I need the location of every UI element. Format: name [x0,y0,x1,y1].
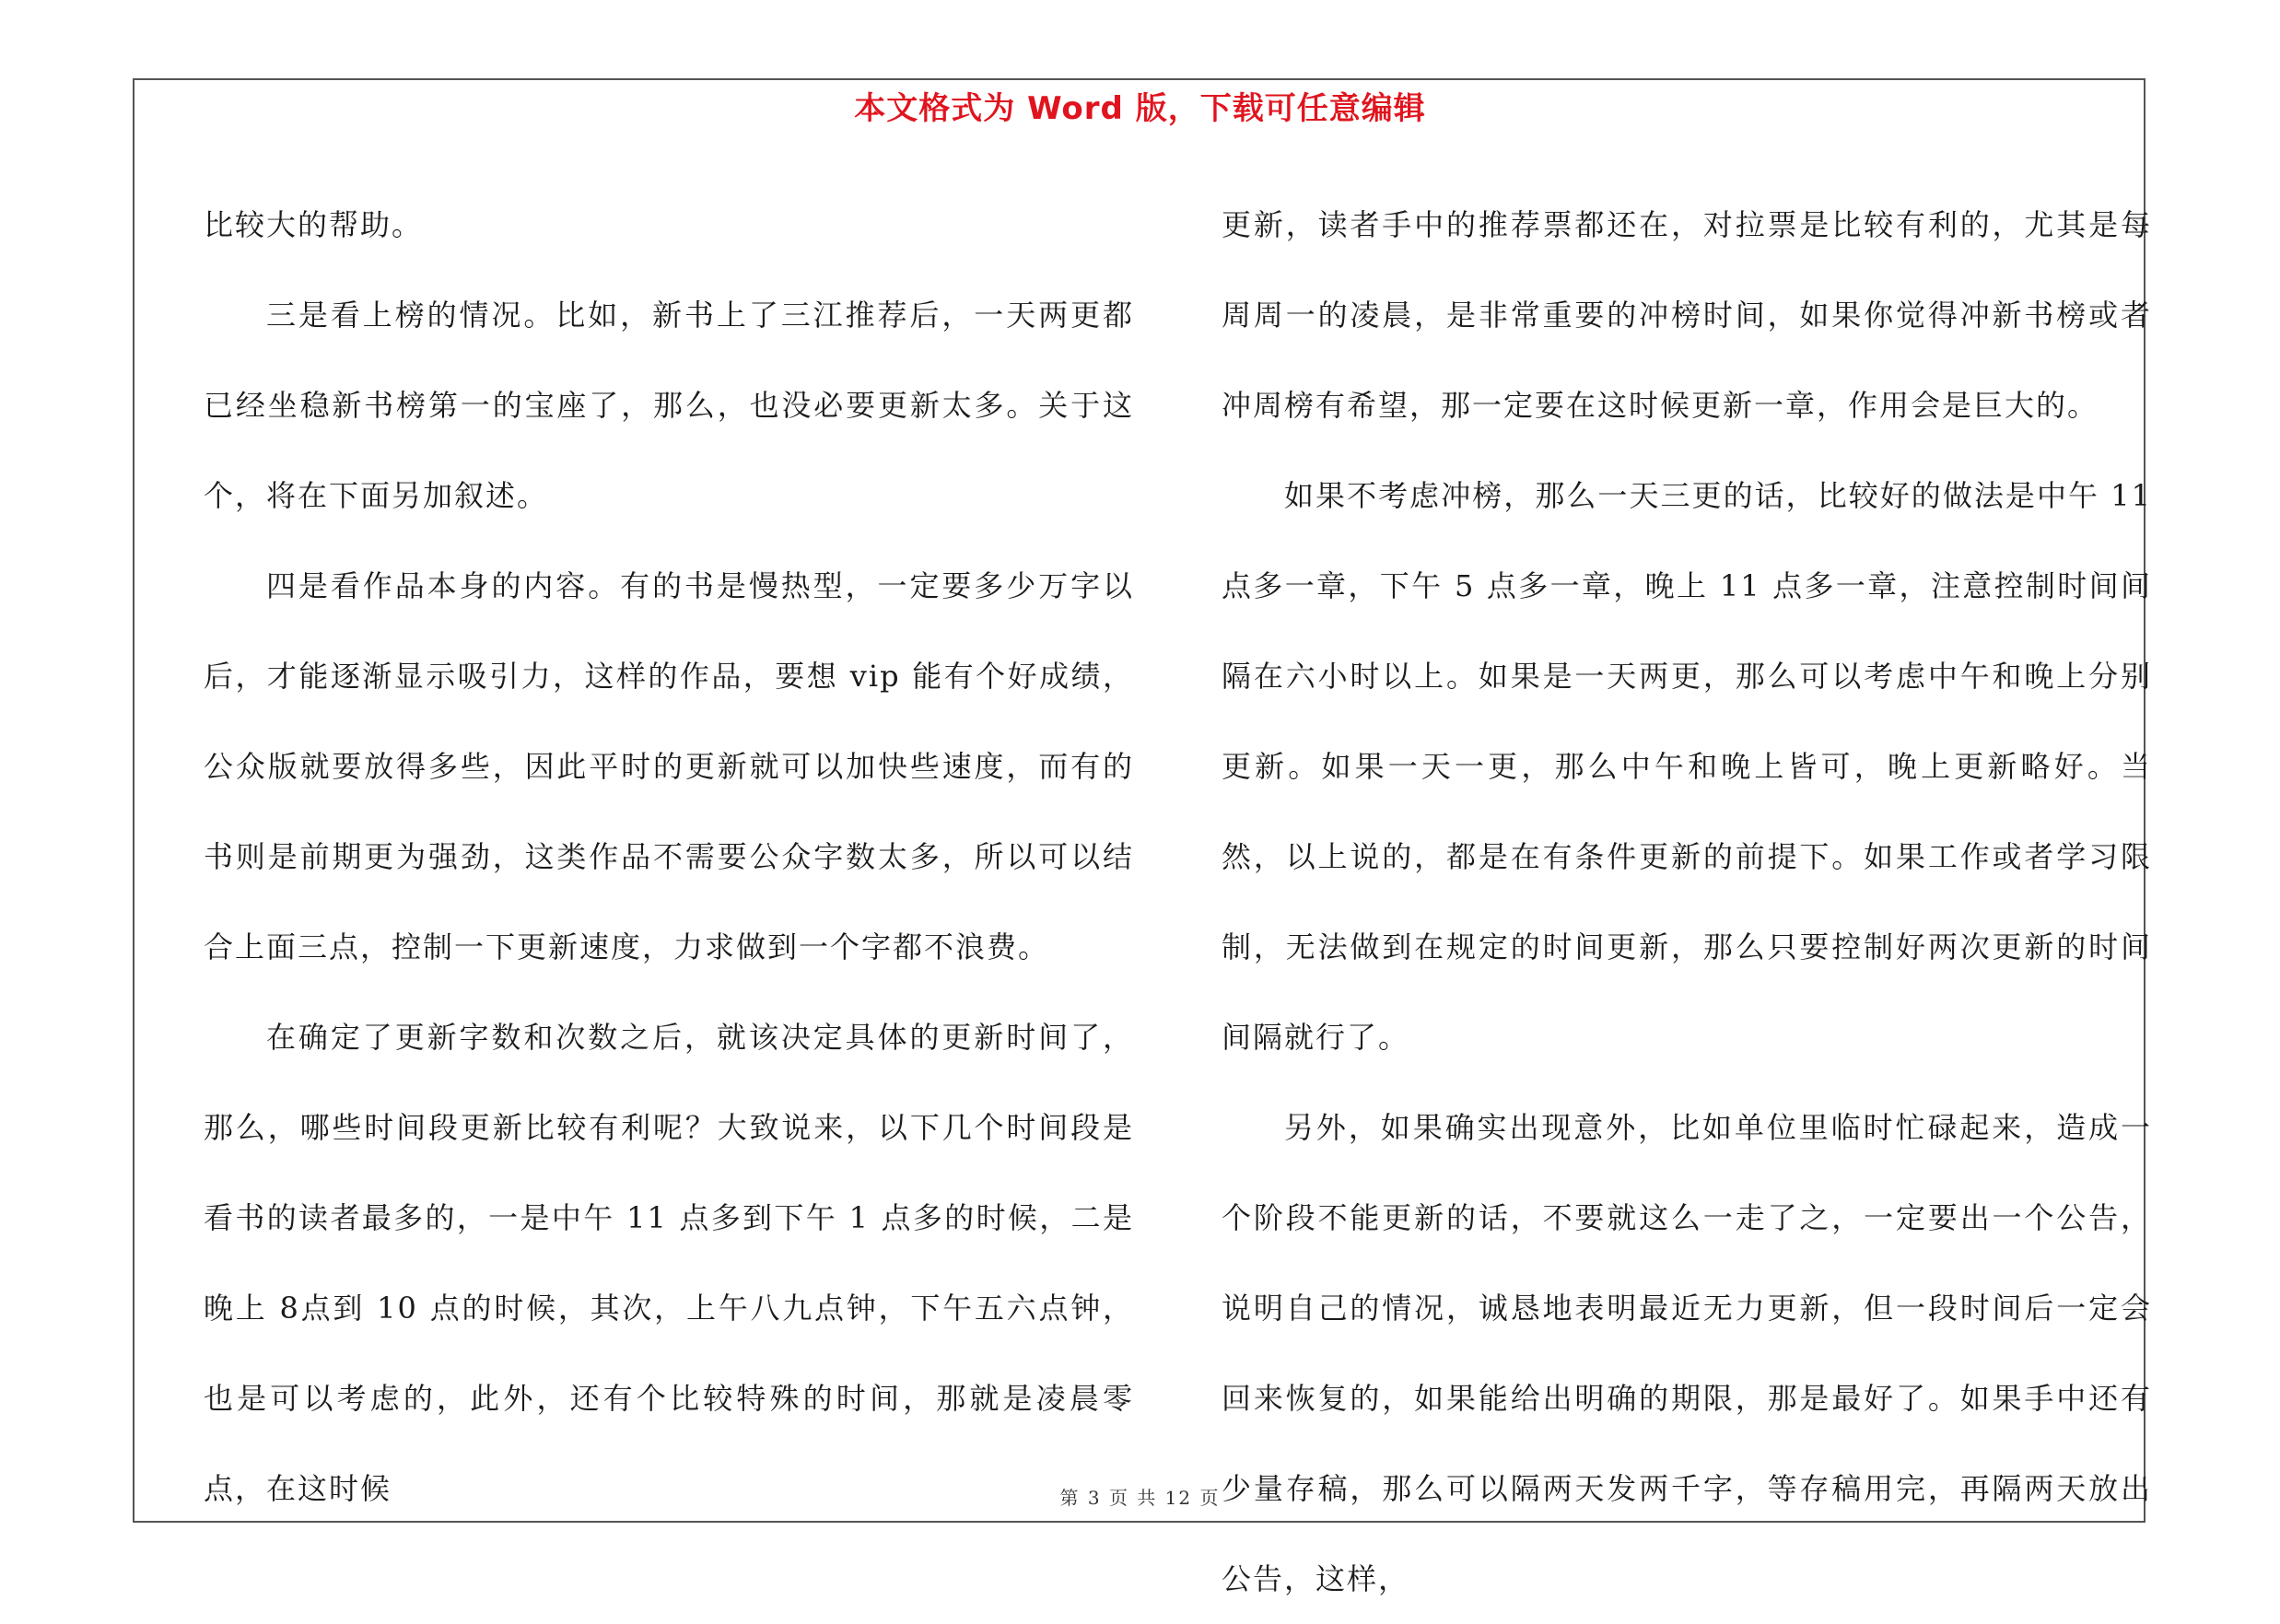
paragraph: 如果不考虑冲榜，那么一天三更的话，比较好的做法是中午 11点多一章，下午 5 点多一章，晚上 11 点多一章，注意控制时间间隔在六小时以上。如果是一天两更，那么可以考虑中午和晚上分别更新。如果一天一更，那么中午和晚上皆可，晚上更新略好。当然，以上说的，都是在有条件更新的前提下。如果工作或者学习限制，无法做到在规定的时间更新，那么只要控制好两次更新的时间间隔就行了。 [1222,478,2152,1055]
left-column [204,180,1134,1534]
format-banner: 本文格式为 Word 版，下载可任意编辑 [854,90,1426,127]
paragraph: 比较大的帮助。 [204,207,424,242]
paragraph: 四是看作品本身的内容。有的书是慢热型，一定要多少万字以后，才能逐渐显示吸引力，这样的作品，要想 vip 能有个好成绩，公众版就要放得多些，因此平时的更新就可以加快些速度，而有的书则是前期更为强劲，这类作品不需要公众字数太多，所以可以结合上面三点，控制一下更新速度，力求做到一个字都不浪费。 [204,568,1134,964]
right-column [1222,180,2152,1624]
paragraph: 三是看上榜的情况。比如，新书上了三江推荐后，一天两更都已经坐稳新书榜第一的宝座了，那么，也没必要更新太多。关于这个，将在下面另加叙述。 [204,298,1134,513]
page-number: 第 3 页 共 12 页 [1059,1487,1221,1509]
paragraph: 更新，读者手中的推荐票都还在，对拉票是比较有利的，尤其是每周周一的凌晨，是非常重要的冲榜时间，如果你觉得冲新书榜或者冲周榜有希望，那一定要在这时候更新一章，作用会是巨大的。 [1222,207,2152,423]
paragraph: 在确定了更新字数和次数之后，就该决定具体的更新时间了，那么，哪些时间段更新比较有利呢？大致说来，以下几个时间段是看书的读者最多的，一是中午 11 点多到下午 1 点多的时候，二是晚上 8点到 10 点的时候，其次，上午八九点钟，下午五六点钟，也是可以考虑的，此外，还有个比较特殊的时间，那就是凌晨零点，在这时候 [204,1020,1134,1506]
paragraph: 另外，如果确实出现意外，比如单位里临时忙碌起来，造成一个阶段不能更新的话，不要就这么一走了之，一定要出一个公告，说明自己的情况，诚恳地表明最近无力更新，但一段时间后一定会回来恢复的，如果能给出明确的期限，那是最好了。如果手中还有少量存稿，那么可以隔两天发两千字，等存稿用完，再隔两天放出公告，这样， [1222,1110,2152,1596]
